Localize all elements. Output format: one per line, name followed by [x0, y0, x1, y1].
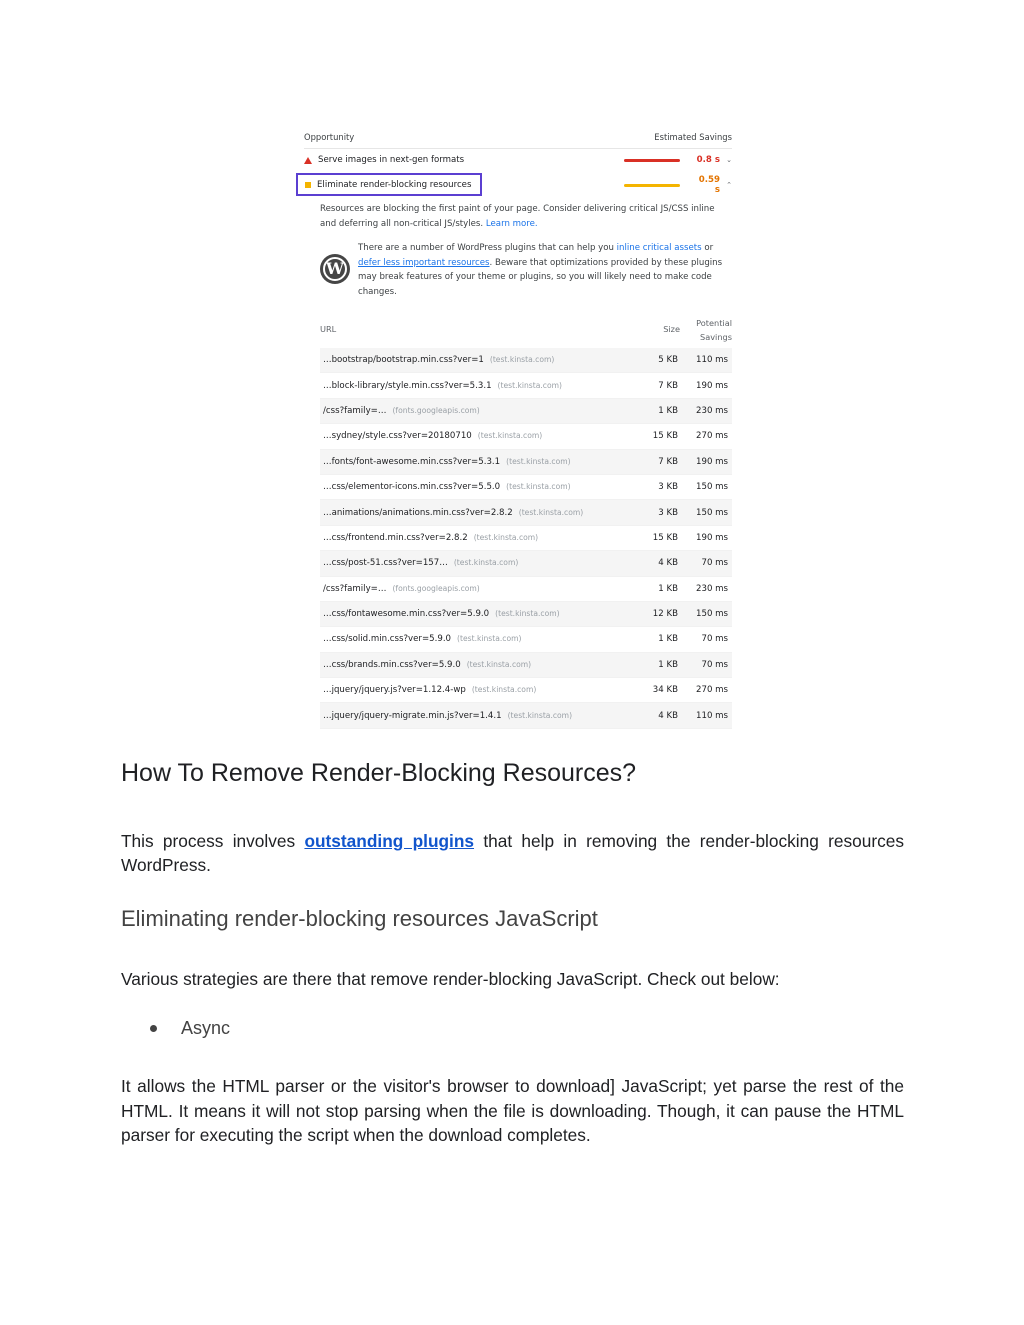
host-text: (test.kinsta.com)	[506, 482, 571, 492]
resource-url[interactable]	[320, 457, 638, 467]
resources-table	[320, 348, 732, 729]
resource-size: 3 KB	[658, 482, 678, 493]
bullet-label: Async	[181, 1018, 231, 1038]
resource-size: 12 KB	[652, 609, 678, 620]
opportunity-header	[304, 132, 732, 142]
resource-url[interactable]	[320, 660, 638, 670]
resource-savings: 70 ms	[701, 659, 728, 670]
subheading: Eliminating render-blocking resources JavaScript	[121, 906, 598, 931]
host-text: (test.kinsta.com)	[507, 710, 573, 720]
host-text: (test.kinsta.com)	[477, 431, 543, 441]
warning-square-icon	[305, 182, 311, 188]
lighthouse-screenshot	[296, 126, 736, 726]
opportunity-description	[320, 202, 722, 231]
resource-size: 5 KB	[658, 355, 678, 366]
host-text: (fonts.googleapis.com)	[392, 405, 480, 415]
resource-url[interactable]	[320, 406, 638, 416]
url-text: /css?family=…	[323, 405, 387, 416]
outstanding-plugins-link[interactable]: outstanding plugins	[304, 831, 475, 851]
table-row	[320, 373, 732, 398]
savings-value: 0.59 s	[698, 175, 720, 195]
url-text: …css/frontend.min.css?ver=2.8.2	[323, 532, 468, 543]
page-heading: How To Remove Render-Blocking Resources?	[121, 759, 637, 787]
url-text: …block-library/style.min.css?ver=5.3.1	[323, 380, 492, 391]
resource-size: 1 KB	[658, 583, 678, 594]
opportunity-row-render-blocking[interactable]	[304, 175, 732, 195]
resource-savings: 270 ms	[696, 431, 728, 442]
resource-size: 15 KB	[652, 532, 678, 543]
bullet-item-async	[150, 1018, 230, 1039]
resource-url[interactable]	[320, 355, 638, 365]
host-text: (test.kinsta.com)	[497, 380, 562, 390]
host-text: (test.kinsta.com)	[495, 609, 560, 619]
opportunity-label: Opportunity	[304, 132, 355, 142]
learn-more-link[interactable]: Learn more.	[485, 218, 538, 229]
host-text: (test.kinsta.com)	[457, 634, 522, 644]
table-row	[320, 424, 732, 449]
note-text: or	[704, 243, 714, 253]
table-row	[320, 678, 732, 703]
resource-size: 34 KB	[652, 685, 678, 696]
resource-size: 4 KB	[658, 710, 678, 721]
resource-url[interactable]	[320, 584, 638, 594]
url-text: …css/elementor-icons.min.css?ver=5.5.0	[323, 482, 501, 493]
host-text: (test.kinsta.com)	[518, 507, 584, 517]
divider	[304, 148, 732, 149]
opportunity-title: Eliminate render-blocking resources	[317, 180, 472, 190]
resource-size: 1 KB	[658, 659, 678, 670]
savings-value: 0.8 s	[696, 155, 720, 165]
url-text: …css/fontawesome.min.css?ver=5.9.0	[323, 609, 490, 620]
resource-size: 7 KB	[658, 380, 678, 391]
savings-bar	[624, 159, 680, 162]
url-text: …jquery/jquery-migrate.min.js?ver=1.4.1	[323, 710, 502, 721]
resource-savings: 110 ms	[696, 710, 728, 721]
url-text: …css/post-51.css?ver=157…	[323, 558, 448, 569]
resource-url[interactable]	[320, 558, 638, 568]
chevron-up-icon[interactable]: ⌃	[726, 181, 732, 189]
table-row	[320, 577, 732, 602]
chevron-down-icon[interactable]: ⌄	[726, 156, 732, 164]
table-row	[320, 653, 732, 678]
url-text: …css/solid.min.css?ver=5.9.0	[323, 634, 452, 645]
description-text: Resources are blocking the first paint of your page. Consider delivering critical JS/CSS inline and deferring all non-critical JS/styles.	[320, 204, 715, 229]
resource-savings: 270 ms	[696, 685, 728, 696]
savings-bar	[624, 184, 680, 187]
table-row	[320, 551, 732, 576]
resource-savings: 70 ms	[701, 634, 728, 645]
url-text: …css/brands.min.css?ver=5.9.0	[323, 659, 461, 670]
host-text: (fonts.googleapis.com)	[392, 583, 480, 593]
note-text: . Beware that optimizations provided by these plugins may break features of your theme or plugins, so you will likely need to make code changes.	[358, 257, 723, 297]
resource-size: 1 KB	[658, 634, 678, 645]
strategies-paragraph: Various strategies are there that remove render-blocking JavaScript. Check out below:	[121, 969, 780, 989]
resource-url[interactable]	[320, 431, 638, 441]
resource-url[interactable]	[320, 482, 638, 492]
size-column-header: Size	[663, 324, 680, 334]
warning-triangle-icon	[304, 157, 312, 164]
resource-url[interactable]	[320, 711, 638, 721]
resource-url[interactable]	[320, 533, 638, 543]
defer-resources-link[interactable]: defer less important resources	[358, 257, 490, 268]
host-text: (test.kinsta.com)	[471, 685, 537, 695]
host-text: (test.kinsta.com)	[473, 532, 539, 542]
resource-size: 3 KB	[658, 507, 678, 518]
resource-savings: 230 ms	[696, 583, 728, 594]
resource-url[interactable]	[320, 381, 638, 391]
resource-url[interactable]	[320, 508, 638, 518]
host-text: (test.kinsta.com)	[453, 558, 519, 568]
bullet-dot-icon	[150, 1025, 157, 1032]
resource-size: 15 KB	[652, 431, 678, 442]
resource-savings: 150 ms	[696, 507, 728, 518]
host-text: (test.kinsta.com)	[506, 456, 571, 466]
savings-column-header: Potential Savings	[696, 318, 732, 342]
resource-size: 4 KB	[658, 558, 678, 569]
table-row	[320, 627, 732, 652]
table-row	[320, 450, 732, 475]
resource-savings: 190 ms	[696, 532, 728, 543]
resource-url[interactable]	[320, 685, 638, 695]
table-row	[320, 399, 732, 424]
table-header	[320, 316, 732, 344]
table-row	[320, 526, 732, 551]
resource-size: 7 KB	[658, 456, 678, 467]
async-paragraph: It allows the HTML parser or the visitor's browser to download] JavaScript; yet parse the rest of the HTML. It means it will not stop parsing when the file is downloading. Though, it can pause the HTML parser for executing the script when the download completes.	[121, 1076, 904, 1145]
url-text: …bootstrap/bootstrap.min.css?ver=1	[323, 355, 484, 366]
resource-savings: 230 ms	[696, 405, 728, 416]
estimated-savings-label: Estimated Savings	[654, 132, 732, 142]
wordpress-logo-icon: W	[320, 254, 350, 284]
resource-savings: 150 ms	[696, 482, 728, 493]
paragraph-text: This process involves	[121, 831, 296, 851]
opportunity-title: Serve images in next-gen formats	[318, 155, 465, 165]
paragraph-text: that help in removing the render-blocking resources WordPress.	[121, 831, 904, 875]
table-row	[320, 475, 732, 500]
table-row	[320, 500, 732, 525]
resource-savings: 110 ms	[696, 355, 728, 366]
url-text: …sydney/style.css?ver=20180710	[323, 431, 472, 442]
table-row	[320, 602, 732, 627]
table-row	[320, 348, 732, 373]
resource-savings: 190 ms	[696, 380, 728, 391]
host-text: (test.kinsta.com)	[489, 355, 555, 365]
resource-savings: 70 ms	[701, 558, 728, 569]
resource-savings: 150 ms	[696, 609, 728, 620]
resource-url[interactable]	[320, 634, 638, 644]
opportunity-row-next-gen-formats[interactable]	[304, 150, 732, 170]
url-text: …fonts/font-awesome.min.css?ver=5.3.1	[323, 456, 501, 467]
note-text: There are a number of WordPress plugins that can help you	[358, 243, 614, 253]
url-text: …animations/animations.min.css?ver=2.8.2	[323, 507, 513, 518]
wordpress-note	[358, 241, 728, 299]
resource-size: 1 KB	[658, 405, 678, 416]
table-row	[320, 703, 732, 728]
url-column-header: URL	[320, 324, 337, 334]
resource-url[interactable]	[320, 609, 638, 619]
url-text: …jquery/jquery.js?ver=1.12.4-wp	[323, 685, 466, 696]
resource-savings: 190 ms	[696, 456, 728, 467]
host-text: (test.kinsta.com)	[466, 659, 532, 669]
intro-paragraph	[121, 829, 904, 877]
url-text: /css?family=…	[323, 583, 387, 594]
inline-critical-assets-link[interactable]: inline critical assets	[616, 243, 702, 253]
